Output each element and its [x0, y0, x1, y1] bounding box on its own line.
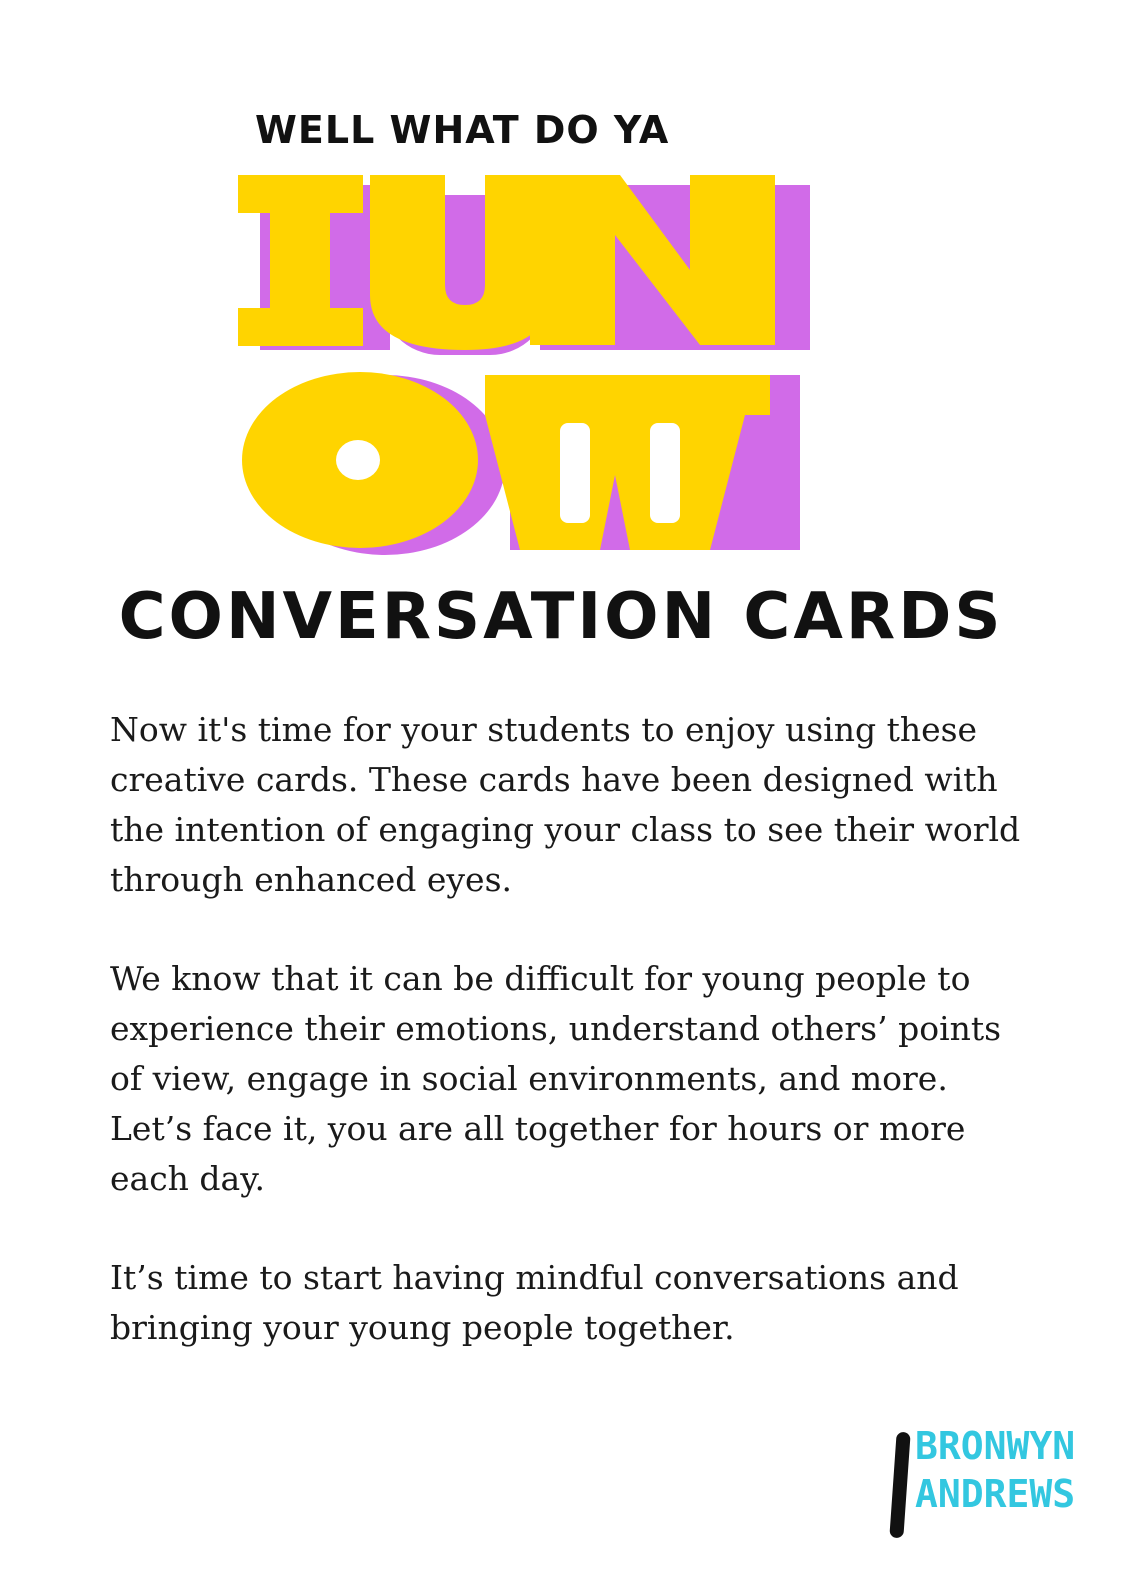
page-title: CONVERSATION CARDS — [118, 580, 1004, 654]
paragraph-2: We know that it can be difficult for young people to experience their emotions, understand others’ points of view, engage in social environments, and more. Let’s face it, you are all together for hours or more each day. — [110, 959, 1002, 1198]
logo-letters — [238, 175, 775, 550]
subtitle: WELL WHAT DO YA — [255, 108, 670, 152]
brand-line-2: ANDREWS — [915, 1472, 1076, 1516]
paragraph-3: It’s time to start having mindful conversations and bringing your young people together. — [110, 1258, 959, 1347]
brand-logo — [893, 1424, 1076, 1564]
iunow-logo — [230, 175, 810, 565]
paragraph-1: Now it's time for your students to enjoy using these creative cards. These cards have been designed with the intention of engaging your class to see their world through enhanced eyes. — [110, 710, 1021, 899]
body-text — [110, 705, 1040, 1402]
brand-bar-icon — [889, 1432, 910, 1539]
brand-line-1: BRONWYN — [915, 1424, 1076, 1468]
